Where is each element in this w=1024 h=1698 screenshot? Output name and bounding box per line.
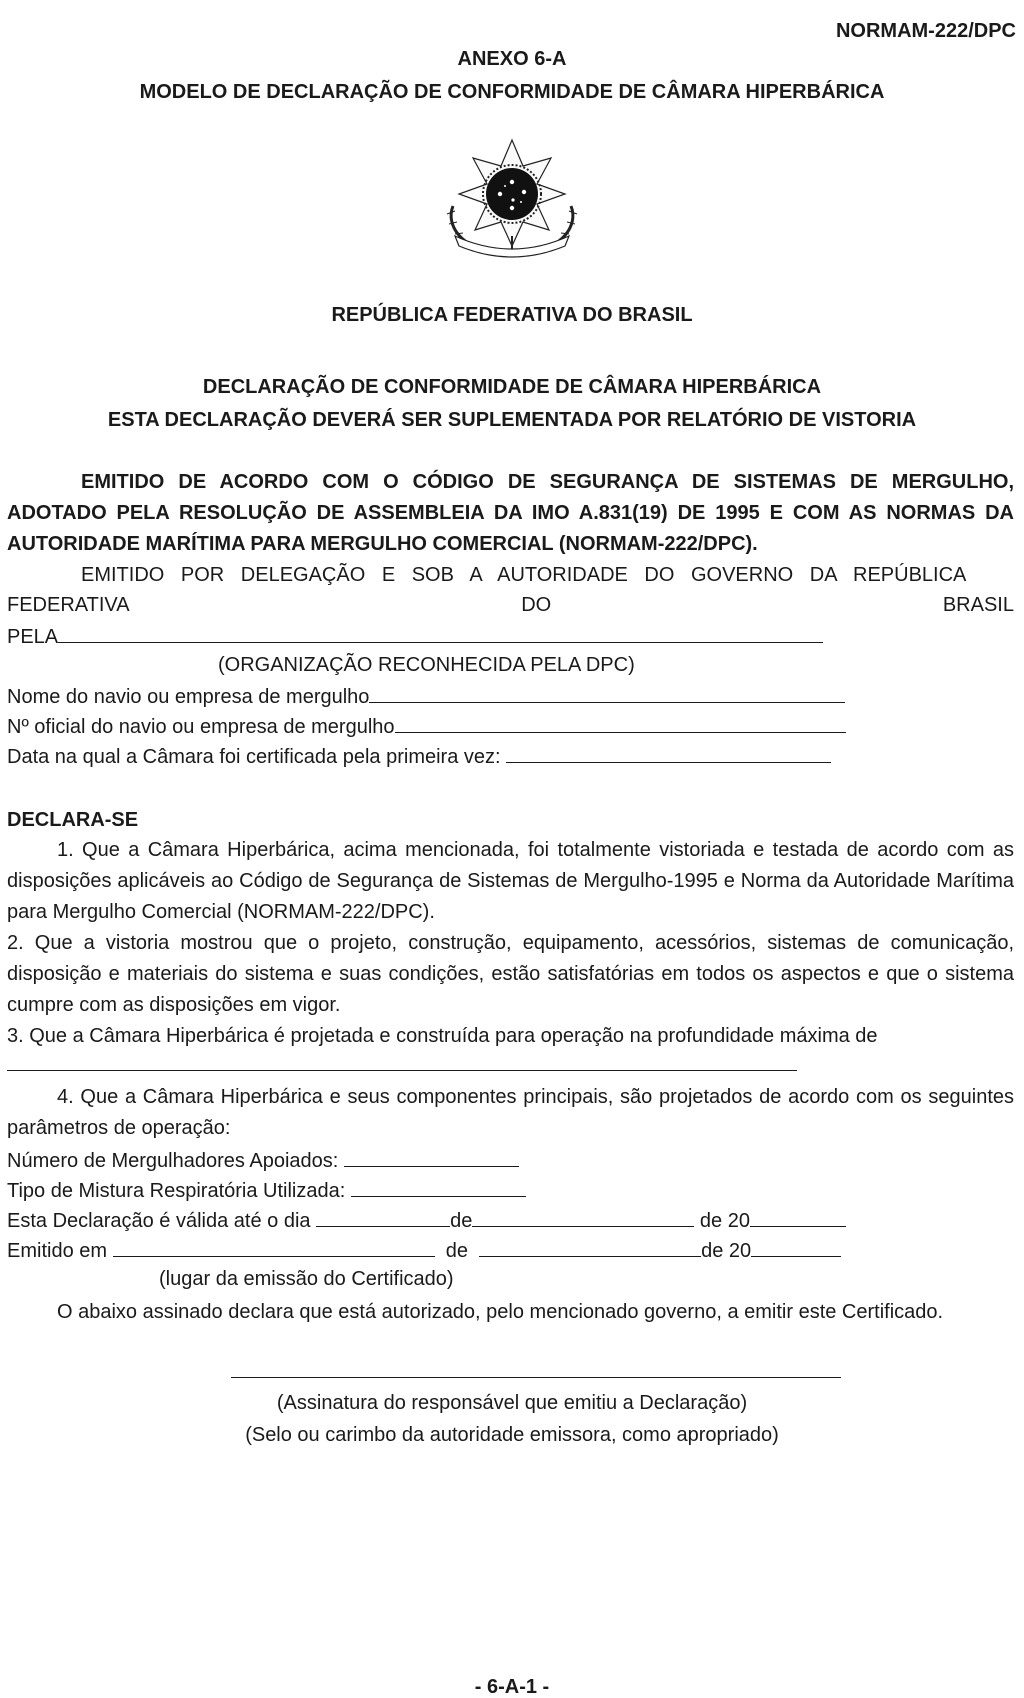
place-note: (lugar da emissão do Certificado) bbox=[159, 1268, 454, 1290]
issued-place-blank[interactable] bbox=[113, 1234, 435, 1257]
divers-label: Número de Mergulhadores Apoiados: bbox=[7, 1150, 339, 1172]
brazil-coat-of-arms-icon bbox=[433, 136, 591, 260]
organization-blank[interactable] bbox=[58, 620, 823, 643]
issued-month-blank[interactable] bbox=[479, 1234, 701, 1257]
validity-label: Esta Declaração é válida até o dia bbox=[7, 1210, 311, 1232]
issued-by-line bbox=[7, 560, 1014, 590]
authorized-paragraph: O abaixo assinado declara que está autorizado, pelo mencionado governo, a emitir este Certificado. bbox=[57, 1301, 944, 1323]
validity-month-blank[interactable] bbox=[472, 1204, 694, 1227]
declara-heading: DECLARA-SE bbox=[7, 809, 139, 831]
mixture-blank[interactable] bbox=[351, 1174, 526, 1197]
issued-at-field bbox=[7, 1234, 1014, 1266]
declara-item-4: 4. Que a Câmara Hiperbárica e seus componentes principais, são projetados de acordo com os seguintes parâmetros de operação: bbox=[7, 1086, 1014, 1139]
word-brasil: BRASIL bbox=[942, 594, 1014, 616]
declara-item-1: 1. Que a Câmara Hiperbárica, acima mencionada, foi totalmente vistoriada e testada de acordo com as disposições aplicáveis ao Código de Segurança de Sistemas de Mergulho-1995 e Norma da Autoridade Marítima para Mergulho Comercial (NORMAM-222/DPC). bbox=[7, 839, 1014, 923]
ship-name-blank[interactable] bbox=[369, 680, 845, 703]
validity-year-blank[interactable] bbox=[750, 1204, 846, 1227]
pela-line bbox=[7, 620, 1014, 652]
seal-label: (Selo ou carimbo da autoridade emissora, como apropriado) bbox=[245, 1424, 779, 1446]
intro-paragraph: EMITIDO DE ACORDO COM O CÓDIGO DE SEGURANÇA DE SISTEMAS DE MERGULHO, ADOTADO PELA RESOLUÇÃO DE ASSEMBLEIA DA IMO A.831(19) DE 1995 E COM AS NORMAS DA AUTORIDADE MARÍTIMA PARA MERGULHO COMERCIAL (NORMAM-222/DPC). bbox=[7, 471, 1014, 555]
mixture-field bbox=[7, 1174, 1014, 1206]
issued-at-label: Emitido em bbox=[7, 1240, 108, 1262]
republic-title: REPÚBLICA FEDERATIVA DO BRASIL bbox=[331, 304, 693, 326]
mixture-label: Tipo de Mistura Respiratória Utilizada: bbox=[7, 1180, 346, 1202]
org-note: (ORGANIZAÇÃO RECONHECIDA PELA DPC) bbox=[218, 654, 635, 676]
first-cert-date-field bbox=[7, 740, 1014, 772]
divers-field bbox=[7, 1144, 1014, 1176]
validity-day-blank[interactable] bbox=[316, 1204, 450, 1227]
validity-field bbox=[7, 1204, 1014, 1236]
de-label-2: de bbox=[445, 1240, 468, 1262]
divers-blank[interactable] bbox=[344, 1144, 519, 1167]
issued-by-text: EMITIDO POR DELEGAÇÃO E SOB A AUTORIDADE DO GOVERNO DA REPÚBLICA bbox=[81, 564, 967, 586]
max-depth-blank[interactable] bbox=[7, 1048, 797, 1071]
declara-item-2: 2. Que a vistoria mostrou que o projeto, construção, equipamento, acessórios, sistemas de comunicação, disposição e materiais do sistema e suas condições, estão satisfatórias em todos os aspectos e que o sistema cumpre com as disposições em vigor. bbox=[7, 932, 1014, 1016]
word-federativa: FEDERATIVA bbox=[7, 594, 130, 616]
official-number-label: Nº oficial do navio ou empresa de mergulho bbox=[7, 716, 395, 738]
signature-line bbox=[231, 1355, 841, 1387]
pela-label: PELA bbox=[7, 626, 59, 648]
max-depth-line bbox=[7, 1048, 1014, 1080]
signature-label: (Assinatura do responsável que emitiu a Declaração) bbox=[276, 1392, 748, 1414]
word-do: DO bbox=[521, 594, 552, 616]
document-code: NORMAM-222/DPC bbox=[835, 20, 1016, 42]
official-number-blank[interactable] bbox=[395, 710, 846, 733]
declaration-subtitle: ESTA DECLARAÇÃO DEVERÁ SER SUPLEMENTADA POR RELATÓRIO DE VISTORIA bbox=[107, 409, 917, 431]
declara-item-3: 3. Que a Câmara Hiperbárica é projetada e construída para operação na profundidade máxima de bbox=[7, 1025, 878, 1047]
first-cert-date-label: Data na qual a Câmara foi certificada pela primeira vez: bbox=[7, 746, 501, 768]
de-20-label: de 20 bbox=[699, 1210, 750, 1232]
first-cert-date-blank[interactable] bbox=[506, 740, 831, 763]
page-number: - 6-A-1 - bbox=[474, 1676, 550, 1698]
declaration-title: DECLARAÇÃO DE CONFORMIDADE DE CÂMARA HIPERBÁRICA bbox=[202, 376, 822, 398]
signature-blank[interactable] bbox=[231, 1355, 841, 1378]
model-title: MODELO DE DECLARAÇÃO DE CONFORMIDADE DE CÂMARA HIPERBÁRICA bbox=[139, 81, 885, 103]
ship-name-field bbox=[7, 680, 1014, 712]
de-20-label-2: de 20 bbox=[701, 1240, 752, 1262]
annex-title: ANEXO 6-A bbox=[457, 48, 567, 70]
official-number-field bbox=[7, 710, 1014, 742]
issued-by-line-2 bbox=[7, 590, 1014, 620]
ship-name-label: Nome do navio ou empresa de mergulho bbox=[7, 686, 370, 708]
de-label: de bbox=[450, 1210, 473, 1232]
issued-year-blank[interactable] bbox=[751, 1234, 841, 1257]
